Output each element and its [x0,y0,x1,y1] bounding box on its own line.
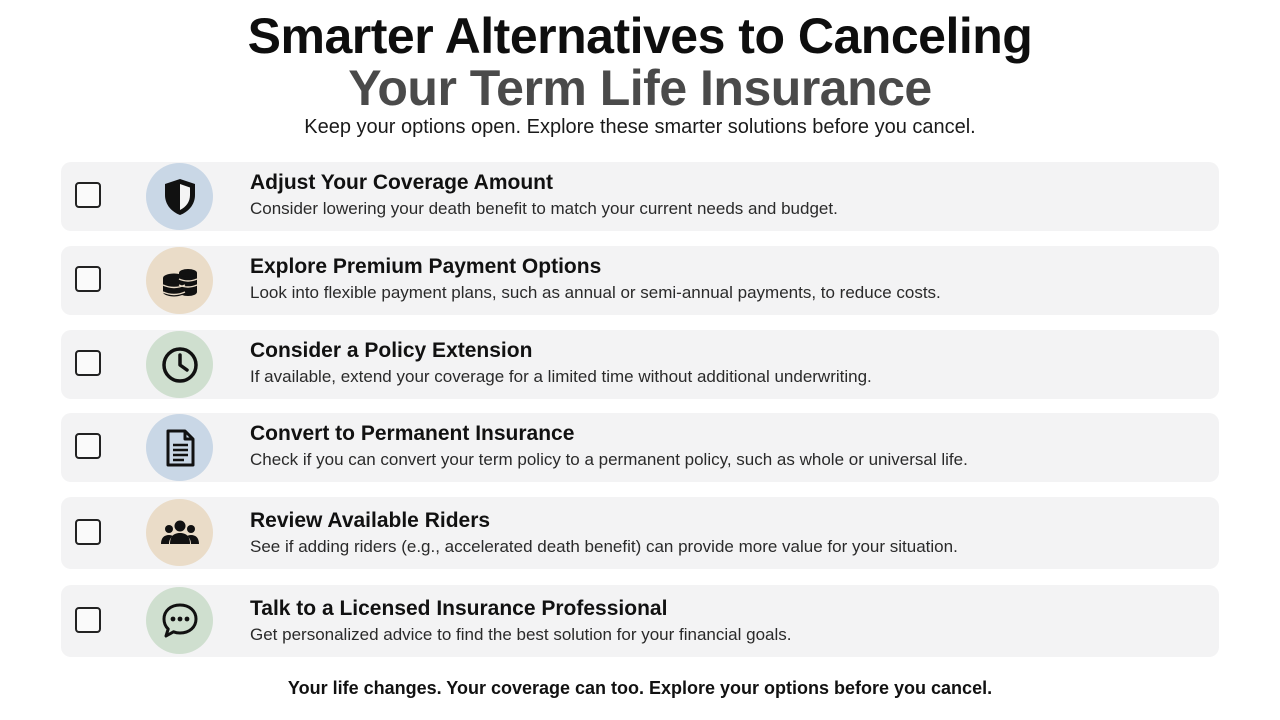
option-description: Check if you can convert your term policy to a permanent policy, such as whole or universal life. [250,450,968,469]
option-card-premium-payment [61,246,1219,315]
icon-badge [146,163,213,230]
option-description: See if adding riders (e.g., accelerated death benefit) can provide more value for your situation. [250,537,958,556]
page-title-line2: Your Term Life Insurance [348,60,932,116]
checkbox-review-riders[interactable] [75,519,101,545]
footer-tagline: Your life changes. Your coverage can too. Explore your options before you cancel. [287,678,993,698]
option-card-talk-professional [61,585,1219,657]
checkbox-policy-extension[interactable] [75,350,101,376]
option-card-adjust-coverage [61,162,1219,231]
clock-icon [160,345,200,385]
icon-badge [146,247,213,314]
option-card-review-riders [61,497,1219,569]
icon-badge [146,587,213,654]
option-title: Explore Premium Payment Options [250,255,602,278]
option-title: Talk to a Licensed Insurance Professional [250,597,668,620]
option-title: Review Available Riders [250,509,491,532]
option-description: Get personalized advice to find the best solution for your financial goals. [250,625,792,644]
option-title: Convert to Permanent Insurance [250,422,575,445]
coins-icon [160,261,200,301]
option-title: Adjust Your Coverage Amount [250,171,553,194]
option-card-policy-extension [61,330,1219,399]
checkbox-convert-permanent[interactable] [75,433,101,459]
option-description: Look into flexible payment plans, such as annual or semi-annual payments, to reduce costs. [250,283,941,302]
checkbox-adjust-coverage[interactable] [75,182,101,208]
people-icon [160,513,200,553]
option-title: Consider a Policy Extension [250,339,533,362]
shield-icon [160,177,200,217]
checkbox-talk-professional[interactable] [75,607,101,633]
icon-badge [146,331,213,398]
page-subtitle: Keep your options open. Explore these smarter solutions before you cancel. [304,116,976,138]
page-title: Smarter Alternatives to Canceling [247,8,1033,64]
option-description: If available, extend your coverage for a limited time without additional underwriting. [250,367,872,386]
option-card-convert-permanent [61,413,1219,482]
icon-badge [146,499,213,566]
option-description: Consider lowering your death benefit to match your current needs and budget. [250,199,838,218]
document-icon [160,428,200,468]
chat-icon [160,601,200,641]
checkbox-premium-payment[interactable] [75,266,101,292]
icon-badge [146,414,213,481]
